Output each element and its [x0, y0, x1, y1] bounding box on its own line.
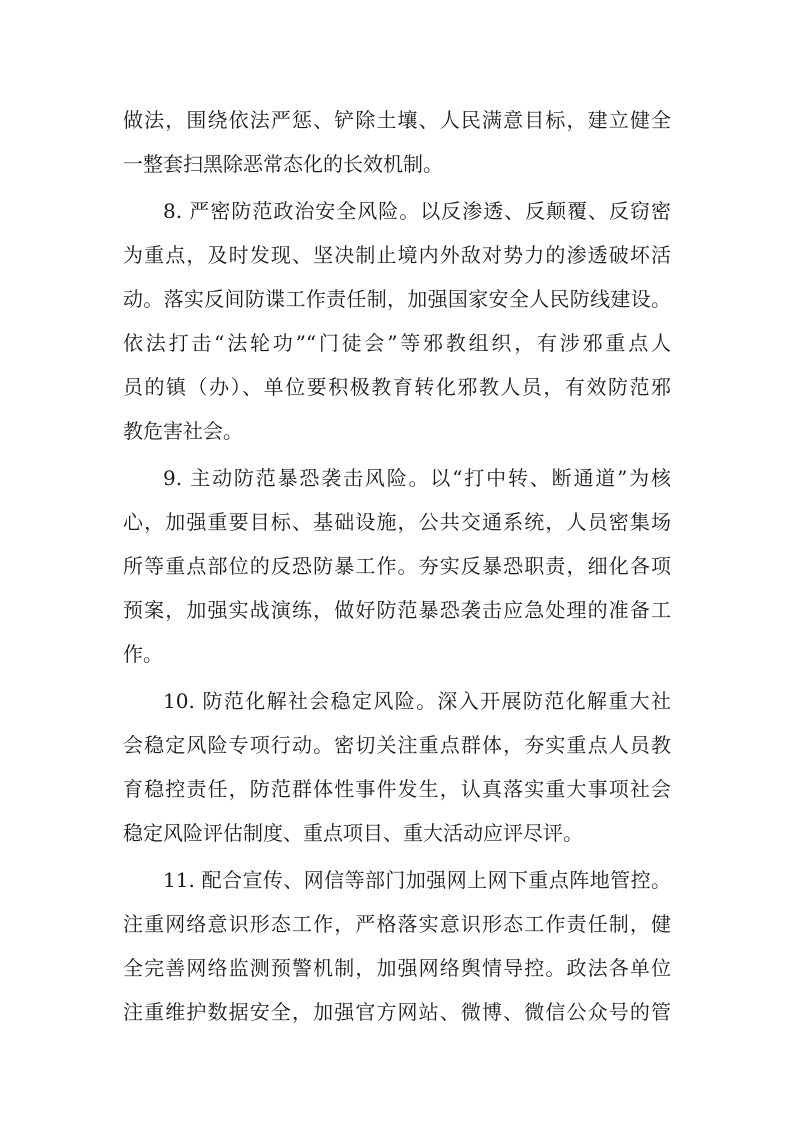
text-line: 心，加强重要目标、基础设施，公共交通系统，人员密集场 [123, 510, 671, 534]
paragraph-first-line: 8. 严密防范政治安全风险。以反渗透、反颠覆、反窃密 [163, 199, 671, 223]
paragraph-first-line: 10. 防范化解社会稳定风险。深入开展防范化解重大社 [163, 689, 671, 713]
text-line: 注重维护数据安全，加强官方网站、微博、微信公众号的管 [123, 1000, 671, 1024]
text-line: 育稳控责任，防范群体性事件发生，认真落实重大事项社会 [123, 777, 671, 801]
text-line: 员的镇（办）、单位要积极教育转化邪教人员，有效防范邪 [123, 375, 671, 399]
text-line: 所等重点部位的反恐防暴工作。夯实反暴恐职责，细化各项 [123, 554, 671, 578]
text-line: 一整套扫黑除恶常态化的长效机制。 [123, 152, 443, 176]
text-line: 预案，加强实战演练，做好防范暴恐袭击应急处理的准备工 [123, 598, 671, 622]
text-line: 做法，围绕依法严惩、铲除土壤、人民满意目标，建立健全 [123, 108, 671, 132]
text-line: 教危害社会。 [123, 419, 243, 443]
text-line: 为重点，及时发现、坚决制止境内外敌对势力的渗透破坏活 [123, 243, 671, 267]
text-line: 稳定风险评估制度、重点项目、重大活动应评尽评。 [123, 821, 583, 845]
text-line: 注重网络意识形态工作，严格落实意识形态工作责任制，健 [123, 912, 671, 936]
text-line: 会稳定风险专项行动。密切关注重点群体，夯实重点人员教 [123, 733, 671, 757]
text-line: 全完善网络监测预警机制，加强网络舆情导控。政法各单位 [123, 956, 671, 980]
paragraph-first-line: 11. 配合宣传、网信等部门加强网上网下重点阵地管控。 [163, 868, 671, 892]
text-line: 动。落实反间防谍工作责任制，加强国家安全人民防线建设。 [123, 287, 671, 311]
text-line: 依法打击“法轮功”“门徒会”等邪教组织，有涉邪重点人 [123, 331, 671, 355]
text-line: 作。 [123, 642, 163, 666]
paragraph-first-line: 9. 主动防范暴恐袭击风险。以“打中转、断通道”为核 [163, 466, 671, 490]
